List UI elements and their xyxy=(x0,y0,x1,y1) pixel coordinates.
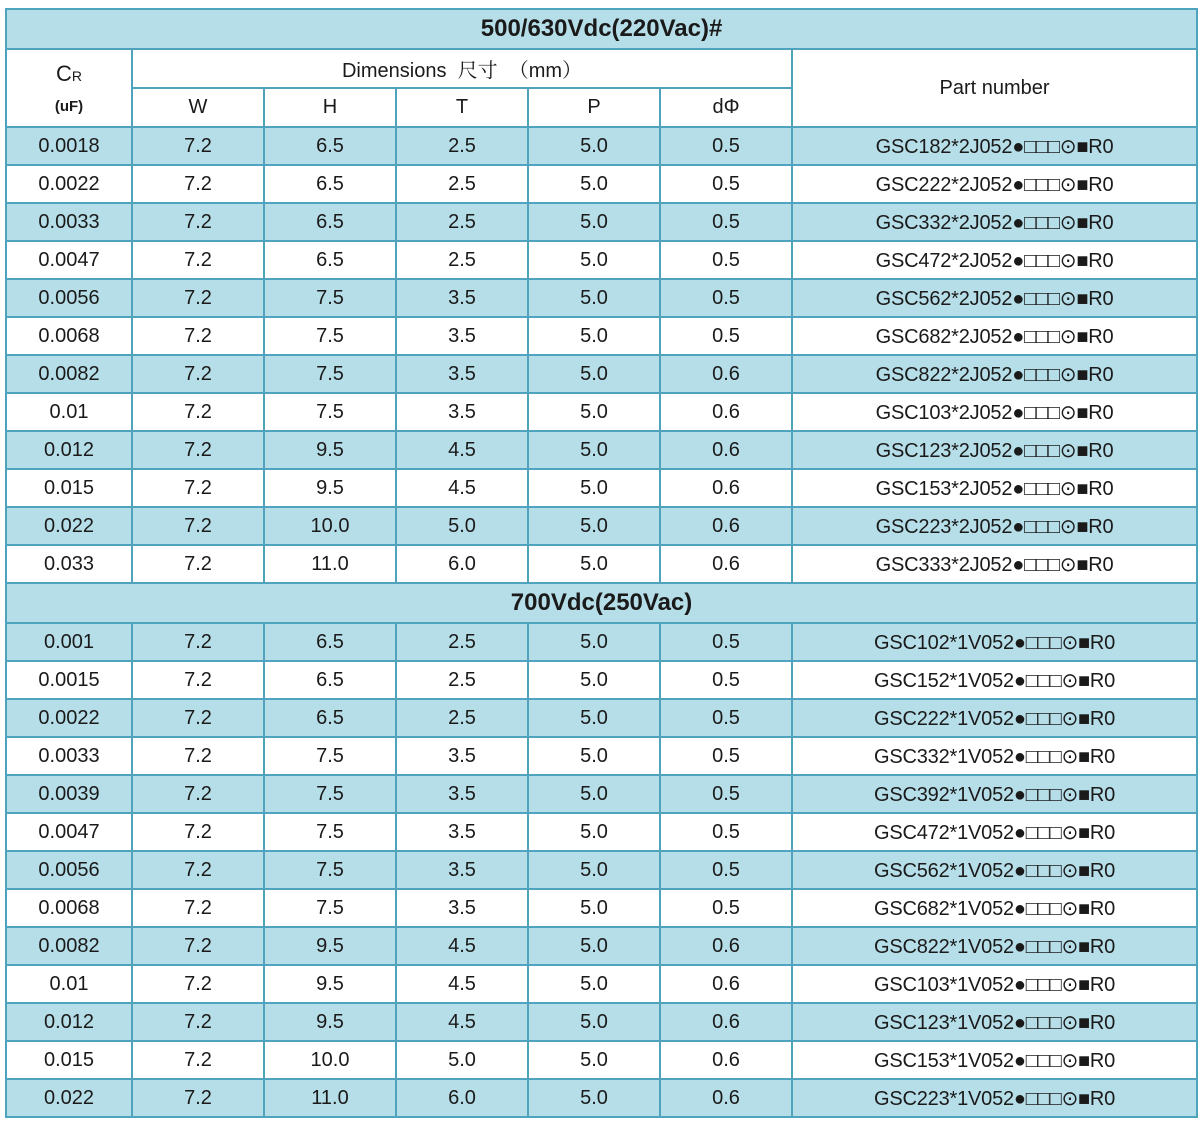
p-cell: 5.0 xyxy=(528,775,660,813)
h-cell: 6.5 xyxy=(264,661,396,699)
cr-cell: 0.0056 xyxy=(6,279,132,317)
table-row xyxy=(6,469,1197,507)
part-number-cell: GSC822*1V052●□□□⊙■R0 xyxy=(792,927,1197,965)
h-cell: 7.5 xyxy=(264,813,396,851)
t-cell: 4.5 xyxy=(396,431,528,469)
table-row xyxy=(6,431,1197,469)
d-cell: 0.6 xyxy=(660,1003,792,1041)
w-cell: 7.2 xyxy=(132,241,264,279)
t-cell: 3.5 xyxy=(396,355,528,393)
d-cell: 0.5 xyxy=(660,737,792,775)
cr-cell: 0.0033 xyxy=(6,737,132,775)
w-cell: 7.2 xyxy=(132,355,264,393)
p-cell: 5.0 xyxy=(528,393,660,431)
table-row xyxy=(6,1079,1197,1117)
h-cell: 7.5 xyxy=(264,355,396,393)
table-row xyxy=(6,965,1197,1003)
t-cell: 4.5 xyxy=(396,927,528,965)
table-row xyxy=(6,927,1197,965)
part-number-cell: GSC153*2J052●□□□⊙■R0 xyxy=(792,469,1197,507)
h-cell: 9.5 xyxy=(264,469,396,507)
table-row xyxy=(6,317,1197,355)
cr-cell: 0.015 xyxy=(6,469,132,507)
t-cell: 3.5 xyxy=(396,393,528,431)
w-cell: 7.2 xyxy=(132,165,264,203)
w-cell: 7.2 xyxy=(132,507,264,545)
d-cell: 0.6 xyxy=(660,545,792,583)
table-row xyxy=(6,699,1197,737)
part-number-cell: GSC562*2J052●□□□⊙■R0 xyxy=(792,279,1197,317)
p-cell: 5.0 xyxy=(528,661,660,699)
d-cell: 0.5 xyxy=(660,165,792,203)
h-cell: 7.5 xyxy=(264,317,396,355)
part-number-cell: GSC103*2J052●□□□⊙■R0 xyxy=(792,393,1197,431)
part-number-cell: GSC123*2J052●□□□⊙■R0 xyxy=(792,431,1197,469)
dim-p-header: P xyxy=(528,88,660,127)
t-cell: 4.5 xyxy=(396,965,528,1003)
d-cell: 0.5 xyxy=(660,661,792,699)
t-cell: 3.5 xyxy=(396,851,528,889)
t-cell: 2.5 xyxy=(396,661,528,699)
w-cell: 7.2 xyxy=(132,545,264,583)
h-cell: 10.0 xyxy=(264,507,396,545)
cr-cell: 0.0068 xyxy=(6,317,132,355)
part-number-cell: GSC392*1V052●□□□⊙■R0 xyxy=(792,775,1197,813)
w-cell: 7.2 xyxy=(132,1079,264,1117)
section-700vdc-title-body xyxy=(6,583,1197,623)
table-row xyxy=(6,1041,1197,1079)
part-number-cell: GSC223*2J052●□□□⊙■R0 xyxy=(792,507,1197,545)
part-number-cell: GSC472*1V052●□□□⊙■R0 xyxy=(792,813,1197,851)
part-number-cell: GSC153*1V052●□□□⊙■R0 xyxy=(792,1041,1197,1079)
d-cell: 0.5 xyxy=(660,203,792,241)
w-cell: 7.2 xyxy=(132,1041,264,1079)
cr-unit: (uF) xyxy=(54,97,84,115)
part-number-cell: GSC222*1V052●□□□⊙■R0 xyxy=(792,699,1197,737)
table-row xyxy=(6,1003,1197,1041)
h-cell: 6.5 xyxy=(264,623,396,661)
cr-cell: 0.0033 xyxy=(6,203,132,241)
cr-cell: 0.0047 xyxy=(6,813,132,851)
d-cell: 0.5 xyxy=(660,699,792,737)
cr-cell: 0.0022 xyxy=(6,165,132,203)
table-row xyxy=(6,851,1197,889)
h-cell: 11.0 xyxy=(264,1079,396,1117)
h-cell: 9.5 xyxy=(264,431,396,469)
d-cell: 0.5 xyxy=(660,775,792,813)
cr-cell: 0.0082 xyxy=(6,355,132,393)
part-number-cell: GSC102*1V052●□□□⊙■R0 xyxy=(792,623,1197,661)
w-cell: 7.2 xyxy=(132,889,264,927)
cr-cell: 0.0068 xyxy=(6,889,132,927)
t-cell: 6.0 xyxy=(396,1079,528,1117)
part-number-cell: GSC152*1V052●□□□⊙■R0 xyxy=(792,661,1197,699)
t-cell: 5.0 xyxy=(396,1041,528,1079)
p-cell: 5.0 xyxy=(528,813,660,851)
section-500-630vdc-rows xyxy=(6,127,1197,583)
t-cell: 2.5 xyxy=(396,623,528,661)
t-cell: 6.0 xyxy=(396,545,528,583)
p-cell: 5.0 xyxy=(528,1079,660,1117)
part-number-cell: GSC333*2J052●□□□⊙■R0 xyxy=(792,545,1197,583)
d-cell: 0.5 xyxy=(660,851,792,889)
p-cell: 5.0 xyxy=(528,203,660,241)
part-number-cell: GSC332*2J052●□□□⊙■R0 xyxy=(792,203,1197,241)
w-cell: 7.2 xyxy=(132,737,264,775)
w-cell: 7.2 xyxy=(132,317,264,355)
w-cell: 7.2 xyxy=(132,469,264,507)
part-number-cell: GSC123*1V052●□□□⊙■R0 xyxy=(792,1003,1197,1041)
h-cell: 9.5 xyxy=(264,1003,396,1041)
t-cell: 5.0 xyxy=(396,507,528,545)
cr-cell: 0.033 xyxy=(6,545,132,583)
table-row xyxy=(6,355,1197,393)
w-cell: 7.2 xyxy=(132,623,264,661)
cr-cell: 0.01 xyxy=(6,393,132,431)
cr-symbol: C xyxy=(55,60,72,86)
cr-cell: 0.01 xyxy=(6,965,132,1003)
h-cell: 6.5 xyxy=(264,165,396,203)
table-row xyxy=(6,623,1197,661)
h-cell: 7.5 xyxy=(264,393,396,431)
p-cell: 5.0 xyxy=(528,469,660,507)
cr-cell: 0.0039 xyxy=(6,775,132,813)
table-row xyxy=(6,393,1197,431)
w-cell: 7.2 xyxy=(132,279,264,317)
p-cell: 5.0 xyxy=(528,889,660,927)
t-cell: 4.5 xyxy=(396,1003,528,1041)
cr-cell: 0.0022 xyxy=(6,699,132,737)
p-cell: 5.0 xyxy=(528,507,660,545)
p-cell: 5.0 xyxy=(528,317,660,355)
d-cell: 0.6 xyxy=(660,507,792,545)
cr-cell: 0.001 xyxy=(6,623,132,661)
table-row xyxy=(6,661,1197,699)
h-cell: 10.0 xyxy=(264,1041,396,1079)
section-title-500-630vdc: 500/630Vdc(220Vac)# xyxy=(6,9,1197,49)
d-cell: 0.5 xyxy=(660,127,792,165)
part-number-cell: GSC822*2J052●□□□⊙■R0 xyxy=(792,355,1197,393)
h-cell: 6.5 xyxy=(264,241,396,279)
w-cell: 7.2 xyxy=(132,699,264,737)
cr-column-header xyxy=(6,49,132,127)
w-cell: 7.2 xyxy=(132,775,264,813)
h-cell: 7.5 xyxy=(264,279,396,317)
table-row xyxy=(6,241,1197,279)
cr-subscript: R xyxy=(71,67,82,84)
table-row xyxy=(6,545,1197,583)
p-cell: 5.0 xyxy=(528,965,660,1003)
section-700vdc-rows xyxy=(6,623,1197,1117)
t-cell: 2.5 xyxy=(396,241,528,279)
d-cell: 0.6 xyxy=(660,355,792,393)
w-cell: 7.2 xyxy=(132,431,264,469)
p-cell: 5.0 xyxy=(528,165,660,203)
cr-cell: 0.022 xyxy=(6,507,132,545)
dim-t-header: T xyxy=(396,88,528,127)
part-number-cell: GSC332*1V052●□□□⊙■R0 xyxy=(792,737,1197,775)
t-cell: 3.5 xyxy=(396,775,528,813)
part-number-cell: GSC682*1V052●□□□⊙■R0 xyxy=(792,889,1197,927)
part-number-cell: GSC472*2J052●□□□⊙■R0 xyxy=(792,241,1197,279)
h-cell: 9.5 xyxy=(264,927,396,965)
t-cell: 3.5 xyxy=(396,317,528,355)
cr-cell: 0.0056 xyxy=(6,851,132,889)
d-cell: 0.5 xyxy=(660,317,792,355)
d-cell: 0.6 xyxy=(660,1041,792,1079)
table-row xyxy=(6,507,1197,545)
table-row xyxy=(6,737,1197,775)
d-cell: 0.6 xyxy=(660,393,792,431)
d-cell: 0.5 xyxy=(660,813,792,851)
w-cell: 7.2 xyxy=(132,127,264,165)
w-cell: 7.2 xyxy=(132,203,264,241)
cr-cell: 0.0082 xyxy=(6,927,132,965)
w-cell: 7.2 xyxy=(132,393,264,431)
p-cell: 5.0 xyxy=(528,241,660,279)
p-cell: 5.0 xyxy=(528,355,660,393)
spec-table-container xyxy=(5,8,1198,1118)
t-cell: 4.5 xyxy=(396,469,528,507)
capacitor-spec-table xyxy=(5,8,1198,1118)
dimensions-header: Dimensions 尺寸 （mm） xyxy=(132,49,792,88)
d-cell: 0.6 xyxy=(660,1079,792,1117)
t-cell: 2.5 xyxy=(396,127,528,165)
table-row xyxy=(6,889,1197,927)
cr-cell: 0.0047 xyxy=(6,241,132,279)
h-cell: 9.5 xyxy=(264,965,396,1003)
h-cell: 7.5 xyxy=(264,851,396,889)
t-cell: 3.5 xyxy=(396,279,528,317)
h-cell: 6.5 xyxy=(264,203,396,241)
p-cell: 5.0 xyxy=(528,699,660,737)
cr-cell: 0.0015 xyxy=(6,661,132,699)
table-row xyxy=(6,813,1197,851)
part-number-cell: GSC682*2J052●□□□⊙■R0 xyxy=(792,317,1197,355)
d-cell: 0.6 xyxy=(660,927,792,965)
part-number-cell: GSC223*1V052●□□□⊙■R0 xyxy=(792,1079,1197,1117)
h-cell: 7.5 xyxy=(264,889,396,927)
table-row xyxy=(6,775,1197,813)
d-cell: 0.6 xyxy=(660,431,792,469)
h-cell: 7.5 xyxy=(264,737,396,775)
cr-cell: 0.022 xyxy=(6,1079,132,1117)
w-cell: 7.2 xyxy=(132,851,264,889)
d-cell: 0.5 xyxy=(660,279,792,317)
d-cell: 0.5 xyxy=(660,241,792,279)
p-cell: 5.0 xyxy=(528,279,660,317)
w-cell: 7.2 xyxy=(132,813,264,851)
h-cell: 6.5 xyxy=(264,699,396,737)
t-cell: 2.5 xyxy=(396,203,528,241)
table-row xyxy=(6,203,1197,241)
w-cell: 7.2 xyxy=(132,1003,264,1041)
d-cell: 0.5 xyxy=(660,623,792,661)
h-cell: 6.5 xyxy=(264,127,396,165)
cr-cell: 0.012 xyxy=(6,431,132,469)
part-number-cell: GSC103*1V052●□□□⊙■R0 xyxy=(792,965,1197,1003)
h-cell: 11.0 xyxy=(264,545,396,583)
cr-cell: 0.0018 xyxy=(6,127,132,165)
d-cell: 0.6 xyxy=(660,965,792,1003)
dim-w-header: W xyxy=(132,88,264,127)
p-cell: 5.0 xyxy=(528,737,660,775)
t-cell: 3.5 xyxy=(396,737,528,775)
cr-cell: 0.012 xyxy=(6,1003,132,1041)
dim-h-header: H xyxy=(264,88,396,127)
p-cell: 5.0 xyxy=(528,927,660,965)
p-cell: 5.0 xyxy=(528,851,660,889)
w-cell: 7.2 xyxy=(132,965,264,1003)
section-title-700vdc: 700Vdc(250Vac) xyxy=(6,583,1197,623)
p-cell: 5.0 xyxy=(528,623,660,661)
dim-d-header: dΦ xyxy=(660,88,792,127)
d-cell: 0.5 xyxy=(660,889,792,927)
table-row xyxy=(6,279,1197,317)
p-cell: 5.0 xyxy=(528,545,660,583)
t-cell: 3.5 xyxy=(396,889,528,927)
t-cell: 2.5 xyxy=(396,699,528,737)
p-cell: 5.0 xyxy=(528,1003,660,1041)
part-number-cell: GSC562*1V052●□□□⊙■R0 xyxy=(792,851,1197,889)
w-cell: 7.2 xyxy=(132,927,264,965)
t-cell: 3.5 xyxy=(396,813,528,851)
d-cell: 0.6 xyxy=(660,469,792,507)
cr-cell: 0.015 xyxy=(6,1041,132,1079)
p-cell: 5.0 xyxy=(528,127,660,165)
w-cell: 7.2 xyxy=(132,661,264,699)
table-row xyxy=(6,165,1197,203)
h-cell: 7.5 xyxy=(264,775,396,813)
t-cell: 2.5 xyxy=(396,165,528,203)
p-cell: 5.0 xyxy=(528,431,660,469)
part-number-cell: GSC182*2J052●□□□⊙■R0 xyxy=(792,127,1197,165)
p-cell: 5.0 xyxy=(528,1041,660,1079)
part-number-cell: GSC222*2J052●□□□⊙■R0 xyxy=(792,165,1197,203)
table-row xyxy=(6,127,1197,165)
part-number-header: Part number xyxy=(792,49,1197,127)
